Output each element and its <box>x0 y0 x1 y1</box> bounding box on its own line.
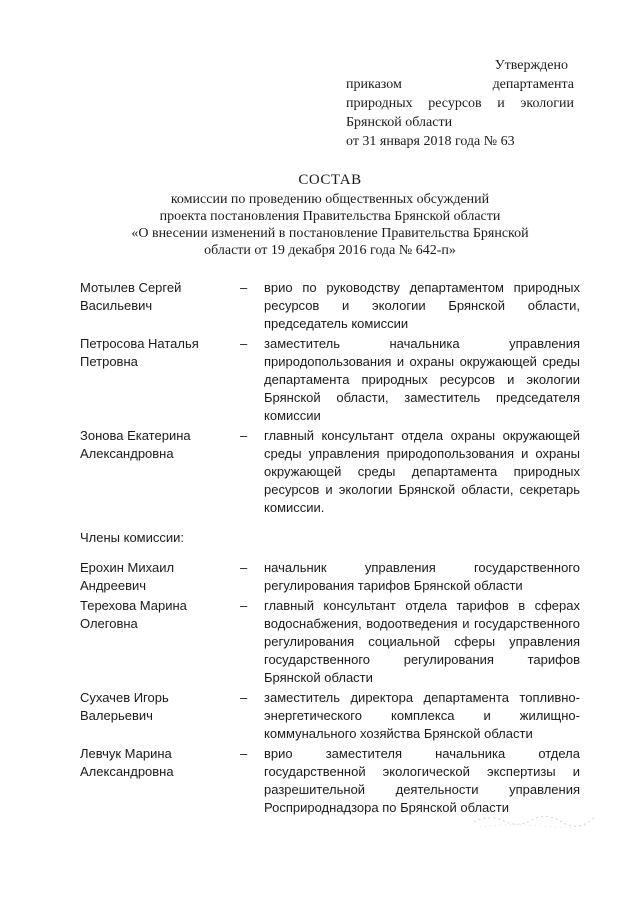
title-main: СОСТАВ <box>298 172 362 188</box>
dash: – <box>240 336 248 351</box>
member-role: врио заместителя начальника отдела государственной экологической экспертизы и разрешительной деятельности управления Росприроднадзора по Брянской области <box>264 746 580 815</box>
member-row <box>80 745 580 817</box>
leader-row <box>80 335 580 425</box>
dash: – <box>240 746 248 761</box>
members-heading: Члены комиссии: <box>80 530 185 545</box>
member-name: Терехова Марина Олеговна <box>80 598 187 631</box>
dash: – <box>240 280 248 295</box>
title-line: комиссии по проведению общественных обсуждений <box>170 192 490 207</box>
leader-row <box>80 279 580 333</box>
member-name: Левчук Марина Александровна <box>80 746 174 779</box>
dash: – <box>240 428 248 443</box>
approval-block <box>346 56 574 151</box>
approval-line: от 31 января 2018 года № 63 <box>346 134 515 149</box>
dash: – <box>240 598 248 613</box>
approval-heading: Утверждено <box>494 58 568 73</box>
member-role: главный консультант отдела охраны окружающей среды управления природопользования и охраны окружающей среды департамента природных ресурсов и экологии Брянской области, секретарь комиссии. <box>264 428 580 515</box>
leader-row <box>80 427 580 517</box>
commission-list <box>80 279 580 819</box>
title-line: области от 19 декабря 2016 года № 642-п» <box>204 243 456 258</box>
member-row <box>80 689 580 743</box>
approval-line: Брянской области <box>346 115 453 130</box>
document-title <box>80 172 580 259</box>
member-role: врио по руководству департаментом природных ресурсов и экологии Брянской области, председатель комиссии <box>264 280 580 331</box>
member-role: заместитель директора департамента топливно-энергетического комплекса и жилищно-коммунального хозяйства Брянской области <box>264 690 580 741</box>
member-row <box>80 597 580 687</box>
approval-line: природных ресурсов и экологии <box>346 96 574 111</box>
approval-line: приказом департамента <box>346 77 574 92</box>
member-name: Петросова Наталья Петровна <box>80 336 199 369</box>
member-name: Зонова Екатерина Александровна <box>80 428 191 461</box>
dash: – <box>240 690 248 705</box>
member-role: заместитель начальника управления природопользования и охраны окружающей среды департамента природных ресурсов и экологии Брянской области, заместитель председателя комиссии <box>264 336 580 423</box>
title-line: проекта постановления Правительства Брянской области <box>159 209 501 224</box>
title-line: «О внесении изменений в постановление Правительства Брянской <box>131 226 529 241</box>
faint-stamp-mark <box>470 808 600 830</box>
dash: – <box>240 560 248 575</box>
member-name: Ерохин Михаил Андреевич <box>80 560 175 593</box>
member-role: начальник управления государственного регулирования тарифов Брянской области <box>264 560 580 593</box>
member-role: главный консультант отдела тарифов в сферах водоснабжения, водоотведения и государственного регулирования социальной сферы управления государственного регулирования тарифов Брянской области <box>264 598 580 685</box>
member-name: Мотылев Сергей Васильевич <box>80 280 182 313</box>
member-row <box>80 559 580 595</box>
member-name: Сухачев Игорь Валерьевич <box>80 690 169 723</box>
